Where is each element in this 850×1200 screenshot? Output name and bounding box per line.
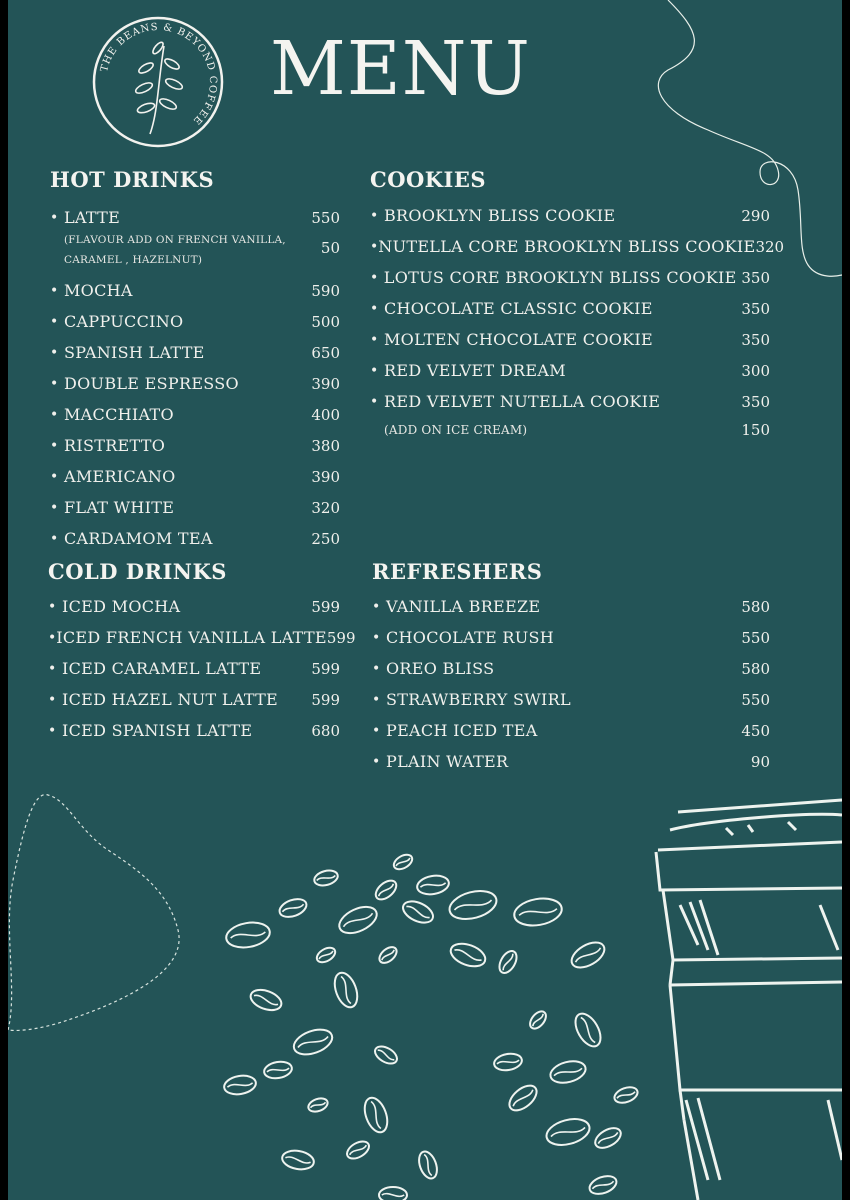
section-heading: COLD DRINKS: [48, 559, 227, 584]
bullet-icon: •: [50, 344, 59, 361]
list-item: [48, 591, 340, 622]
coffee-bean-icon: [330, 970, 361, 1011]
list-item: [372, 684, 770, 715]
coffee-bean-icon: [281, 1148, 316, 1171]
coffee-bean-icon: [360, 1095, 391, 1136]
list-item: [48, 715, 340, 746]
bullet-icon: •: [50, 209, 59, 226]
item-note: (FLAVOUR ADD ON FRENCH VANILLA,: [64, 234, 286, 246]
coffee-bean-icon: [592, 1124, 624, 1152]
item-name: ICED HAZEL NUT LATTE: [62, 690, 279, 709]
coffee-bean-icon: [277, 896, 309, 921]
section-refreshers: [372, 557, 770, 777]
item-name: PEACH ICED TEA: [386, 721, 538, 740]
item-name: VANILLA BREEZE: [386, 597, 541, 616]
coffee-bean-icon: [376, 944, 399, 966]
item-price: 590: [311, 281, 340, 300]
page-title: MENU: [270, 26, 531, 112]
item-name: RED VELVET DREAM: [384, 361, 566, 380]
coffee-beans-cluster: [223, 852, 640, 1200]
list-item: [50, 399, 340, 430]
item-name: PLAIN WATER: [386, 752, 509, 771]
coffee-bean-icon: [248, 986, 284, 1014]
item-price: 599: [311, 690, 340, 709]
coffee-bean-icon: [372, 1043, 400, 1067]
bullet-icon: •: [50, 499, 59, 516]
item-name: MOCHA: [64, 281, 133, 300]
leaf-branch-icon: [134, 41, 184, 134]
coffee-bean-icon: [570, 1009, 605, 1050]
coffee-bean-icon: [314, 945, 337, 965]
item-name: BROOKLYN BLISS COOKIE: [384, 206, 616, 225]
item-price: 599: [311, 597, 340, 616]
item-price: 400: [311, 405, 340, 424]
item-price: 580: [741, 659, 770, 678]
item-price: 350: [741, 268, 770, 287]
coffee-bean-icon: [224, 919, 271, 950]
list-item: [48, 684, 340, 715]
bullet-icon: •: [48, 691, 57, 708]
list-item: [370, 417, 770, 443]
item-name: RED VELVET NUTELLA COOKIE: [384, 392, 661, 411]
coffee-bean-icon: [290, 1025, 335, 1059]
section-hot-drinks: [50, 165, 340, 554]
list-item: [370, 386, 770, 417]
item-price: 320: [311, 498, 340, 517]
item-name: OREO BLISS: [386, 659, 495, 678]
list-item: [48, 653, 340, 684]
dotted-blob: [8, 795, 179, 1031]
item-price: 250: [311, 529, 340, 548]
item-price: 599: [311, 659, 340, 678]
item-name: AMERICANO: [64, 467, 176, 486]
list-item: [50, 306, 340, 337]
item-price: 380: [311, 436, 340, 455]
bullet-icon: •: [48, 722, 57, 739]
coffee-bean-icon: [379, 1187, 407, 1200]
item-name: ICED FRENCH VANILLA LATTE: [56, 628, 327, 647]
section-heading: COOKIES: [370, 167, 487, 192]
bullet-icon: •: [48, 598, 57, 615]
bullet-icon: •: [370, 238, 379, 255]
bullet-icon: •: [50, 375, 59, 392]
item-price: 390: [311, 374, 340, 393]
list-item: [370, 200, 770, 231]
item-price: 350: [741, 392, 770, 411]
section-heading: REFRESHERS: [372, 559, 543, 584]
item-list: [370, 200, 785, 443]
item-price: 150: [741, 421, 770, 439]
item-list: [372, 591, 770, 777]
item-name: FLAT WHITE: [64, 498, 175, 517]
coffee-bean-icon: [335, 902, 381, 939]
item-note: (ADD ON ICE CREAM): [384, 423, 528, 437]
item-name: STRAWBERRY SWIRL: [386, 690, 571, 709]
bullet-icon: •: [372, 691, 381, 708]
coffee-bean-icon: [493, 1052, 523, 1073]
item-name: LOTUS CORE BROOKLYN BLISS COOKIE: [383, 268, 737, 287]
item-price: 550: [741, 690, 770, 709]
svg-text:THE BEANS & BEYOND COFFEE: THE BEANS & BEYOND COFFEE: [99, 21, 219, 127]
coffee-bean-icon: [612, 1084, 639, 1105]
coffee-bean-icon: [372, 877, 399, 903]
list-item: [50, 202, 340, 233]
brand-logo: [88, 12, 228, 152]
bullet-icon: •: [370, 269, 379, 286]
coffee-bean-icon: [548, 1058, 588, 1087]
coffee-bean-icon: [391, 852, 414, 872]
item-price: 290: [741, 206, 770, 225]
item-name: LATTE: [64, 208, 121, 227]
list-item: [372, 715, 770, 746]
item-name: CARDAMOM TEA: [64, 529, 213, 548]
item-price: 320: [755, 237, 785, 256]
list-item: [370, 231, 785, 262]
bullet-icon: •: [372, 660, 381, 677]
item-name: RISTRETTO: [64, 436, 166, 455]
item-name: ICED SPANISH LATTE: [62, 721, 253, 740]
item-name: ICED CARAMEL LATTE: [62, 659, 262, 678]
item-list: [50, 202, 340, 554]
coffee-bean-icon: [448, 939, 489, 970]
coffee-bean-icon: [307, 1096, 330, 1114]
item-name: NUTELLA CORE BROOKLYN BLISS COOKIE: [378, 237, 756, 256]
item-name: ICED MOCHA: [62, 597, 181, 616]
item-list: [48, 591, 356, 746]
bullet-icon: •: [50, 406, 59, 423]
coffee-bean-icon: [496, 948, 520, 976]
item-price: 300: [741, 361, 770, 380]
item-price: 599: [326, 628, 356, 647]
bullet-icon: •: [372, 598, 381, 615]
item-name: SPANISH LATTE: [64, 343, 205, 362]
item-price: 90: [750, 752, 770, 771]
section-cold-drinks: [48, 557, 356, 746]
list-item: [50, 275, 340, 306]
list-item: [50, 337, 340, 368]
coffee-bean-icon: [344, 1138, 372, 1162]
item-price: 500: [311, 312, 340, 331]
coffee-bean-icon: [505, 1081, 541, 1115]
coffee-bean-icon: [263, 1060, 293, 1081]
list-item: [370, 262, 770, 293]
item-price: 50: [320, 239, 340, 257]
item-price: 450: [741, 721, 770, 740]
coffee-bean-icon: [544, 1115, 593, 1150]
bullet-icon: •: [48, 660, 57, 677]
coffee-bean-icon: [587, 1173, 619, 1198]
bullet-icon: •: [372, 753, 381, 770]
item-note: CARAMEL , HAZELNUT): [64, 254, 203, 266]
coffee-bean-icon: [400, 897, 437, 927]
list-item: [372, 622, 770, 653]
coffee-bean-icon: [446, 886, 499, 924]
item-name: CHOCOLATE RUSH: [386, 628, 555, 647]
coffee-bean-icon: [416, 1149, 441, 1181]
item-price: 350: [741, 299, 770, 318]
item-price: 350: [741, 330, 770, 349]
list-item: [372, 746, 770, 777]
bullet-icon: •: [48, 629, 57, 646]
takeaway-cup-icon: [656, 800, 842, 1200]
bullet-icon: •: [50, 313, 59, 330]
list-item: [370, 355, 770, 386]
item-name: CAPPUCCINO: [64, 312, 184, 331]
item-name: CHOCOLATE CLASSIC COOKIE: [384, 299, 653, 318]
list-item: [50, 523, 340, 554]
bullet-icon: •: [372, 722, 381, 739]
coffee-bean-icon: [223, 1073, 258, 1096]
coffee-bean-icon: [527, 1008, 549, 1031]
item-name: MOLTEN CHOCOLATE COOKIE: [384, 330, 654, 349]
coffee-bean-icon: [313, 868, 340, 888]
list-item: [50, 461, 340, 492]
item-price: 650: [311, 343, 340, 362]
bullet-icon: •: [370, 331, 379, 348]
section-heading: HOT DRINKS: [50, 167, 215, 192]
list-item: [372, 591, 770, 622]
coffee-bean-icon: [567, 937, 608, 972]
coffee-bean-icon: [512, 895, 564, 929]
bullet-icon: •: [370, 207, 379, 224]
section-cookies: [370, 165, 785, 443]
list-item: [48, 622, 356, 653]
list-item: [50, 492, 340, 523]
bullet-icon: •: [370, 393, 379, 410]
item-price: 550: [311, 208, 340, 227]
item-price: 550: [741, 628, 770, 647]
bullet-icon: •: [372, 629, 381, 646]
bullet-icon: •: [50, 282, 59, 299]
list-item: [372, 653, 770, 684]
bullet-icon: •: [50, 468, 59, 485]
item-name: MACCHIATO: [64, 405, 174, 424]
item-name: DOUBLE ESPRESSO: [64, 374, 239, 393]
bullet-icon: •: [370, 362, 379, 379]
list-item: [50, 368, 340, 399]
menu-poster: [8, 0, 842, 1200]
item-price: 680: [311, 721, 340, 740]
bullet-icon: •: [370, 300, 379, 317]
list-item: [370, 293, 770, 324]
list-item: [50, 430, 340, 461]
item-price: 390: [311, 467, 340, 486]
list-item: [370, 324, 770, 355]
list-item: [50, 233, 340, 275]
bullet-icon: •: [50, 530, 59, 547]
item-price: 580: [741, 597, 770, 616]
bullet-icon: •: [50, 437, 59, 454]
coffee-bean-icon: [416, 873, 451, 896]
